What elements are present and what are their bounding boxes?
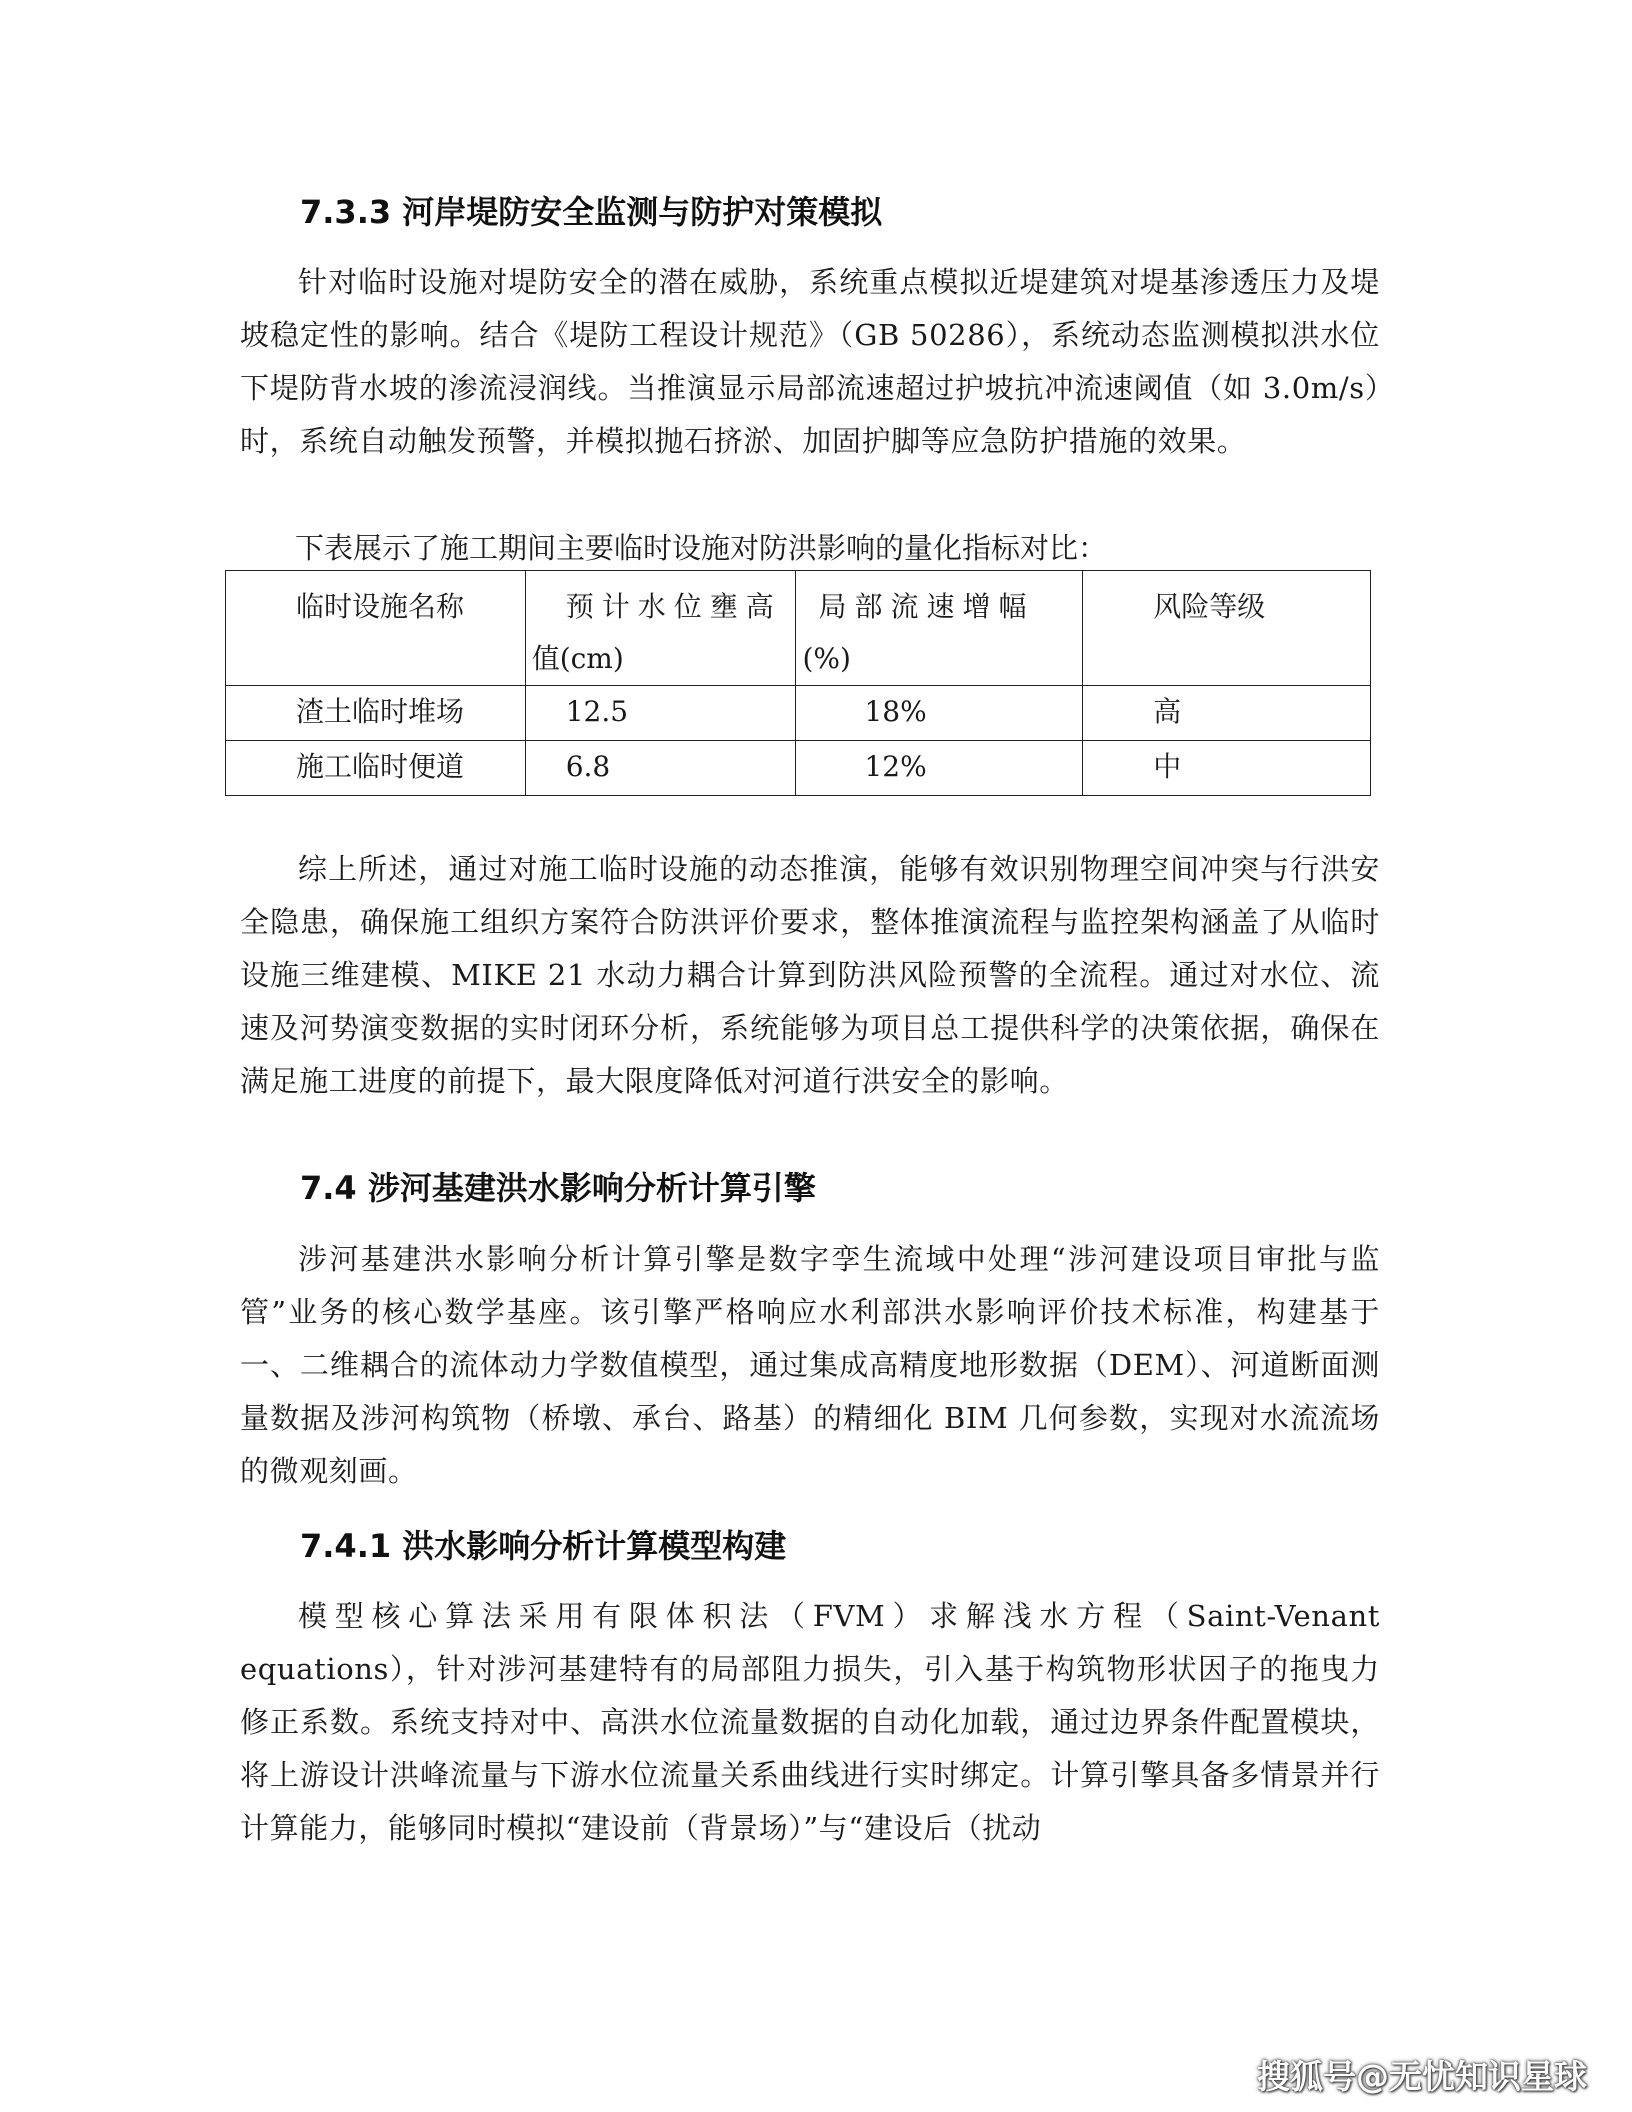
summary-paragraph: 综上所述，通过对施工临时设施的动态推演，能够有效识别物理空间冲突与行洪安全隐患，确保施工组织方案符合防洪评价要求，整体推演流程与监控架构涵盖了从临时设施三维建模、MIKE 21 水动力耦合计算到防洪风险预警的全流程。通过对水位、流速及河势演变数据的实时闭环分析，系统能够为项目总工提供科学的决策依据，确保在满足施工进度的前提下，最大限度降低对河道行洪安全的影响。 <box>240 852 1380 1098</box>
table-row <box>226 741 1371 796</box>
flood-impact-table <box>225 570 1371 796</box>
row-facility-name: 渣土临时堆场 <box>296 695 465 728</box>
row-facility-name: 施工临时便道 <box>296 750 465 783</box>
watermark: 搜狐号@无忧知识星球 <box>1257 2057 1587 2096</box>
header-velocity-line1: 局部流速增幅 <box>818 590 1035 623</box>
row-velocity: 12% <box>864 750 927 783</box>
table-header-row <box>226 571 1371 686</box>
header-velocity-line2: (%) <box>802 642 851 675</box>
section-7-4-1-paragraph: 模型核心算法采用有限体积法（FVM）求解浅水方程（Saint-Venant equations），针对涉河基建特有的局部阻力损失，引入基于构筑物形状因子的拖曳力修正系数。系统支持对中、高洪水位流量数据的自动化加载，通过边界条件配置模块，将上游设计洪峰流量与下游水位流量关系曲线进行实时绑定。计算引擎具备多情景并行计算能力，能够同时模拟“建设前（背景场）”与“建设后（扰动 <box>240 1599 1380 1845</box>
table-header-cell <box>226 571 526 686</box>
section-7-4-1-heading: 7.4.1 洪水影响分析计算模型构建 <box>300 1527 787 1565</box>
section-7-4-paragraph: 涉河基建洪水影响分析计算引擎是数字孪生流域中处理“涉河建设项目审批与监管”业务的核心数学基座。该引擎严格响应水利部洪水影响评价技术标准，构建基于一、二维耦合的流体动力学数值模型，通过集成高精度地形数据（DEM）、河道断面测量数据及涉河构筑物（桥墩、承台、路基）的精细化 BIM 几何参数，实现对水流流场的微观刻画。 <box>240 1242 1380 1488</box>
header-water-level-line2: 值(cm) <box>531 642 624 675</box>
section-7-3-3-paragraph: 针对临时设施对堤防安全的潜在威胁，系统重点模拟近堤建筑对堤基渗透压力及堤坡稳定性的影响。结合《堤防工程设计规范》（GB 50286），系统动态监测模拟洪水位下堤防背水坡的渗流浸润线。当推演显示局部流速超过护坡抗冲流速阈值（如 3.0m/s）时，系统自动触发预警，并模拟抛石挤淤、加固护脚等应急防护措施的效果。 <box>240 265 1380 458</box>
row-risk-level: 高 <box>1153 695 1182 728</box>
row-velocity: 18% <box>864 695 927 728</box>
row-risk-level: 中 <box>1153 750 1182 783</box>
table-header-cell <box>1083 571 1371 686</box>
table-header-cell <box>525 571 796 686</box>
section-7-4-heading: 7.4 涉河基建洪水影响分析计算引擎 <box>300 1169 816 1207</box>
header-facility-name: 临时设施名称 <box>296 590 465 623</box>
table-header-cell <box>796 571 1083 686</box>
row-water-level: 12.5 <box>565 695 629 728</box>
section-7-3-3-heading: 7.3.3 河岸堤防安全监测与防护对策模拟 <box>300 193 883 231</box>
table-row <box>226 686 1371 741</box>
table-intro: 下表展示了施工期间主要临时设施对防洪影响的量化指标对比： <box>295 531 1108 565</box>
row-water-level: 6.8 <box>565 750 611 783</box>
header-water-level-line1: 预计水位壅高 <box>565 590 782 623</box>
header-risk-level: 风险等级 <box>1153 590 1266 623</box>
